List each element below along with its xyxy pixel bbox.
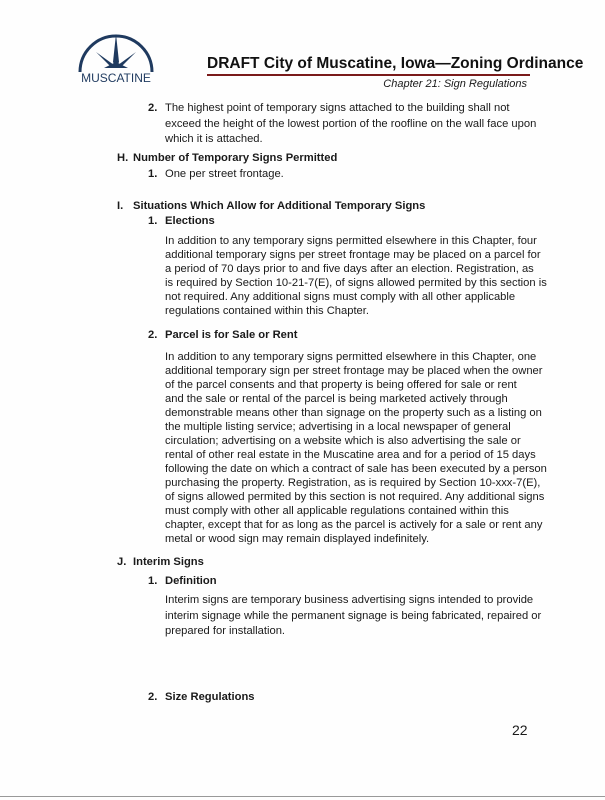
item-number: 1. — [148, 215, 158, 227]
item-number: 1. — [148, 168, 158, 180]
item-number: 2. — [148, 691, 158, 703]
item-number: 1. — [148, 575, 158, 587]
text-line: The highest point of temporary signs attached to the building shall not — [165, 102, 510, 114]
text-line: not required. Any additional signs must comply with all other applicable — [165, 291, 516, 303]
text-line: In addition to any temporary signs permitted elsewhere in this Chapter, four — [165, 235, 537, 247]
section-letter: I. — [117, 200, 124, 212]
text-line: chapter, except that for as long as the parcel is actively for a sale or rent any — [165, 519, 543, 531]
item-text: One per street frontage. — [165, 168, 284, 180]
text-line: additional temporary sign per street frontage may be placed when the owner — [165, 365, 543, 377]
item-heading: Size Regulations — [165, 691, 255, 703]
text-line: metal or wood sign may remain displayed indefinitely. — [165, 533, 430, 545]
text-line: rental of other real estate in the Muscatine area and for a period of 15 days — [165, 449, 536, 461]
sale-rent-paragraph — [165, 350, 547, 546]
text-line: of the parcel consents and that property is being offered for sale or rent — [165, 379, 517, 391]
logo-text: MUSCATINE — [81, 71, 151, 84]
section-letter: H. — [117, 152, 129, 164]
text-line: of signs allowed permited by this section is not required. Any additional signs — [165, 491, 545, 503]
text-line: additional temporary signs per street frontage may be placed on a parcel for — [165, 249, 541, 261]
text-line: which it is attached. — [165, 133, 263, 145]
item-heading: Elections — [165, 215, 215, 227]
text-line: prepared for installation. — [165, 625, 286, 637]
item-heading: Definition — [165, 575, 217, 587]
text-line: must comply with other all applicable regulations contained within this — [165, 505, 509, 517]
text-line: is required by Section 10-21-7(E), of signs allowed permited by this section is — [165, 277, 547, 289]
title-underline — [207, 74, 530, 76]
muscatine-logo — [76, 32, 156, 87]
page-bottom-edge — [0, 796, 605, 797]
page-number: 22 — [512, 722, 528, 738]
section-heading: Interim Signs — [133, 556, 204, 568]
text-line: exceed the height of the lowest portion of the roofline on the wall face upon — [165, 117, 537, 130]
text-line: circulation; advertising on a website which is also advertising the sale or — [165, 435, 521, 447]
definition-paragraph — [165, 593, 541, 640]
section-heading: Number of Temporary Signs Permitted — [133, 152, 338, 164]
item-number: 2. — [148, 102, 158, 114]
text-line: interim signage while the permanent signage is being fabricated, repaired or — [165, 609, 542, 622]
item-heading: Parcel is for Sale or Rent — [165, 329, 298, 341]
document-title: DRAFT City of Muscatine, Iowa—Zoning Ordinance — [207, 55, 584, 72]
text-line: and the sale or rental of the parcel is being marketed actively through — [165, 393, 508, 405]
text-line: a period of 70 days prior to and five days after an election. Registration, as — [165, 263, 534, 275]
section-letter: J. — [117, 556, 127, 568]
text-line: regulations contained within this Chapter. — [165, 305, 369, 317]
item-g2-text — [165, 101, 536, 148]
text-line: following the date on which a contract of sale has been executed by a person — [165, 463, 547, 475]
chapter-subtitle: Chapter 21: Sign Regulations — [383, 78, 527, 90]
item-number: 2. — [148, 329, 158, 341]
text-line: Interim signs are temporary business advertising signs intended to provide — [165, 594, 534, 606]
text-line: In addition to any temporary signs permitted elsewhere in this Chapter, one — [165, 351, 537, 363]
text-line: purchasing the property. Registration, as is required by Section 10-xxx-7(E), — [165, 477, 541, 489]
text-line: the multiple listing service; advertising in a local newspaper of general — [165, 421, 511, 433]
text-line: demonstrable means other than signage on the property such as a listing on — [165, 407, 542, 419]
elections-paragraph — [165, 234, 547, 318]
section-heading: Situations Which Allow for Additional Temporary Signs — [133, 200, 426, 212]
